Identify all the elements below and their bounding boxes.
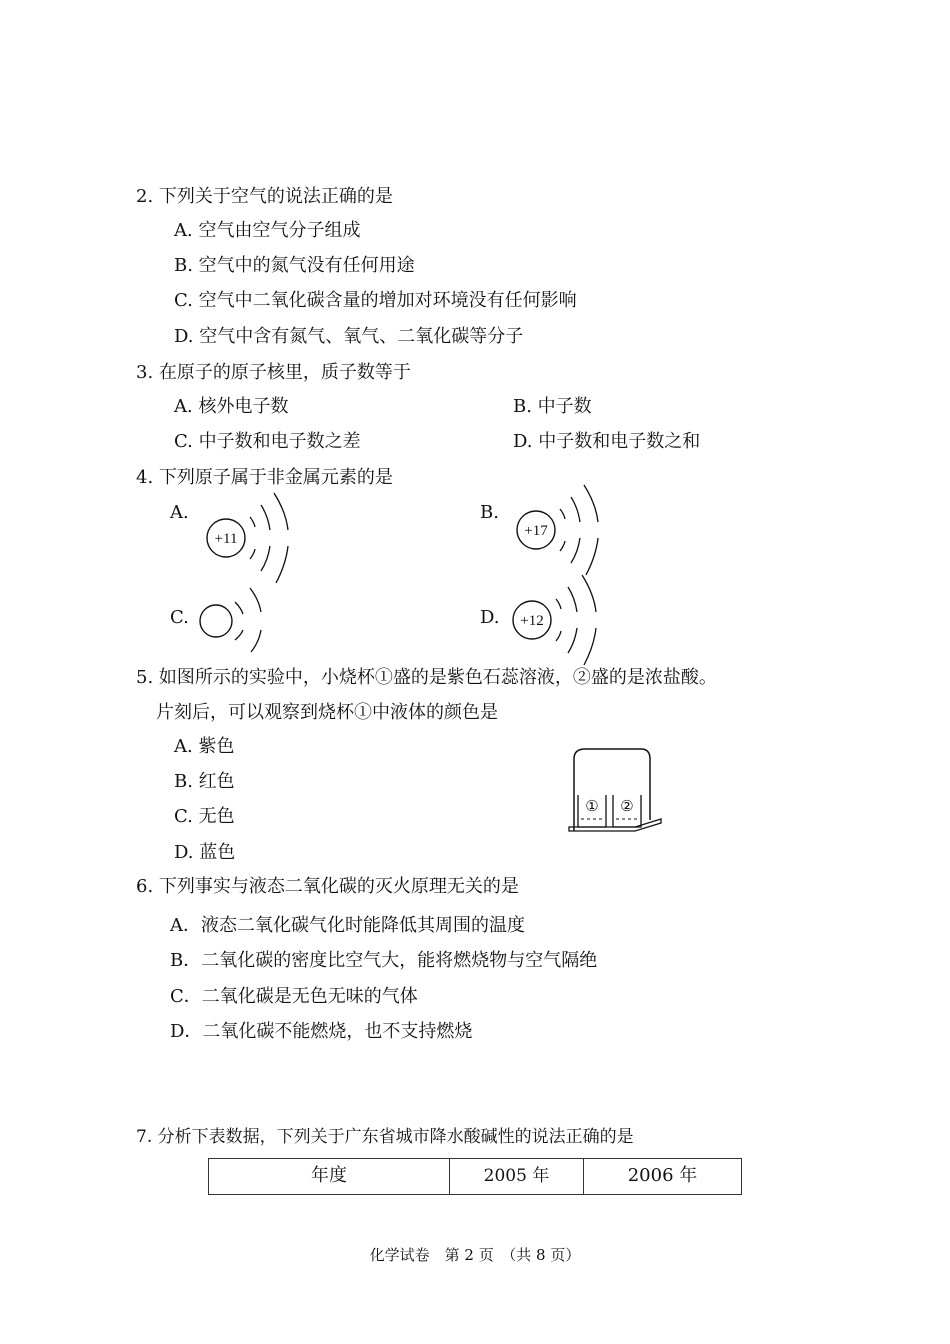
q5-option-b: B. 红色 — [174, 771, 235, 792]
atom-a-nucleus: +11 — [214, 531, 238, 547]
q2-option-c: C. 空气中二氧化碳含量的增加对环境没有任何影响 — [174, 290, 577, 311]
atom-d-nucleus: +12 — [520, 613, 544, 629]
q4-option-c-label: C. — [170, 607, 189, 628]
q3-option-d: D. 中子数和电子数之和 — [513, 431, 701, 452]
q3-option-a: A. 核外电子数 — [174, 396, 289, 417]
table-header-2006: 2006 年 — [584, 1159, 742, 1195]
q5-stem-line1: 5. 如图所示的实验中，小烧杯①盛的是紫色石蕊溶液，②盛的是浓盐酸。 — [136, 667, 717, 688]
beaker-experiment-figure — [565, 745, 665, 835]
atom-b-nucleus: +17 — [524, 523, 548, 539]
q5-option-c: C. 无色 — [174, 806, 235, 827]
q2-option-a: A. 空气由空气分子组成 — [174, 220, 361, 241]
q3-option-b: B. 中子数 — [513, 396, 592, 417]
q4-option-d-label: D. — [480, 607, 500, 628]
q4-option-b-label: B. — [480, 502, 499, 523]
q6-option-d: D．二氧化碳不能燃烧，也不支持燃烧 — [170, 1021, 473, 1042]
page-footer: 化学试卷 第 2 页 （共 8 页） — [369, 1246, 581, 1264]
q3-option-c: C. 中子数和电子数之差 — [174, 431, 361, 452]
table-header-row — [209, 1159, 742, 1195]
q2-stem: 2. 下列关于空气的说法正确的是 — [136, 186, 393, 207]
q7-stem: 7. 分析下表数据，下列关于广东省城市降水酸碱性的说法正确的是 — [136, 1127, 634, 1147]
q4-option-a-label: A. — [170, 502, 189, 523]
q5-stem-line2: 片刻后，可以观察到烧杯①中液体的颜色是 — [156, 702, 498, 723]
q6-option-a: A．液态二氧化碳气化时能降低其周围的温度 — [170, 915, 525, 936]
beaker-1-label: ① — [585, 799, 599, 815]
table-header-2005: 2005 年 — [450, 1159, 584, 1195]
q2-option-d: D. 空气中含有氮气、氧气、二氧化碳等分子 — [174, 326, 524, 347]
table-header-year: 年度 — [209, 1159, 450, 1195]
q5-option-a: A. 紫色 — [174, 736, 235, 757]
q6-stem: 6. 下列事实与液态二氧化碳的灭火原理无关的是 — [136, 876, 519, 897]
atom-diagram-b — [510, 482, 620, 582]
q3-stem: 3. 在原子的原子核里，质子数等于 — [136, 362, 411, 383]
q6-option-c: C．二氧化碳是无色无味的气体 — [170, 986, 418, 1007]
atom-diagram-c — [195, 580, 275, 660]
q5-option-d: D. 蓝色 — [174, 842, 236, 863]
beaker-2-label: ② — [620, 799, 634, 815]
q6-option-b: B．二氧化碳的密度比空气大，能将燃烧物与空气隔绝 — [170, 950, 598, 971]
atom-diagram-a — [200, 490, 310, 590]
atom-diagram-d — [508, 572, 618, 672]
rainfall-acidity-table — [208, 1158, 742, 1195]
q2-option-b: B. 空气中的氮气没有任何用途 — [174, 255, 415, 276]
q4-stem: 4. 下列原子属于非金属元素的是 — [136, 467, 393, 488]
